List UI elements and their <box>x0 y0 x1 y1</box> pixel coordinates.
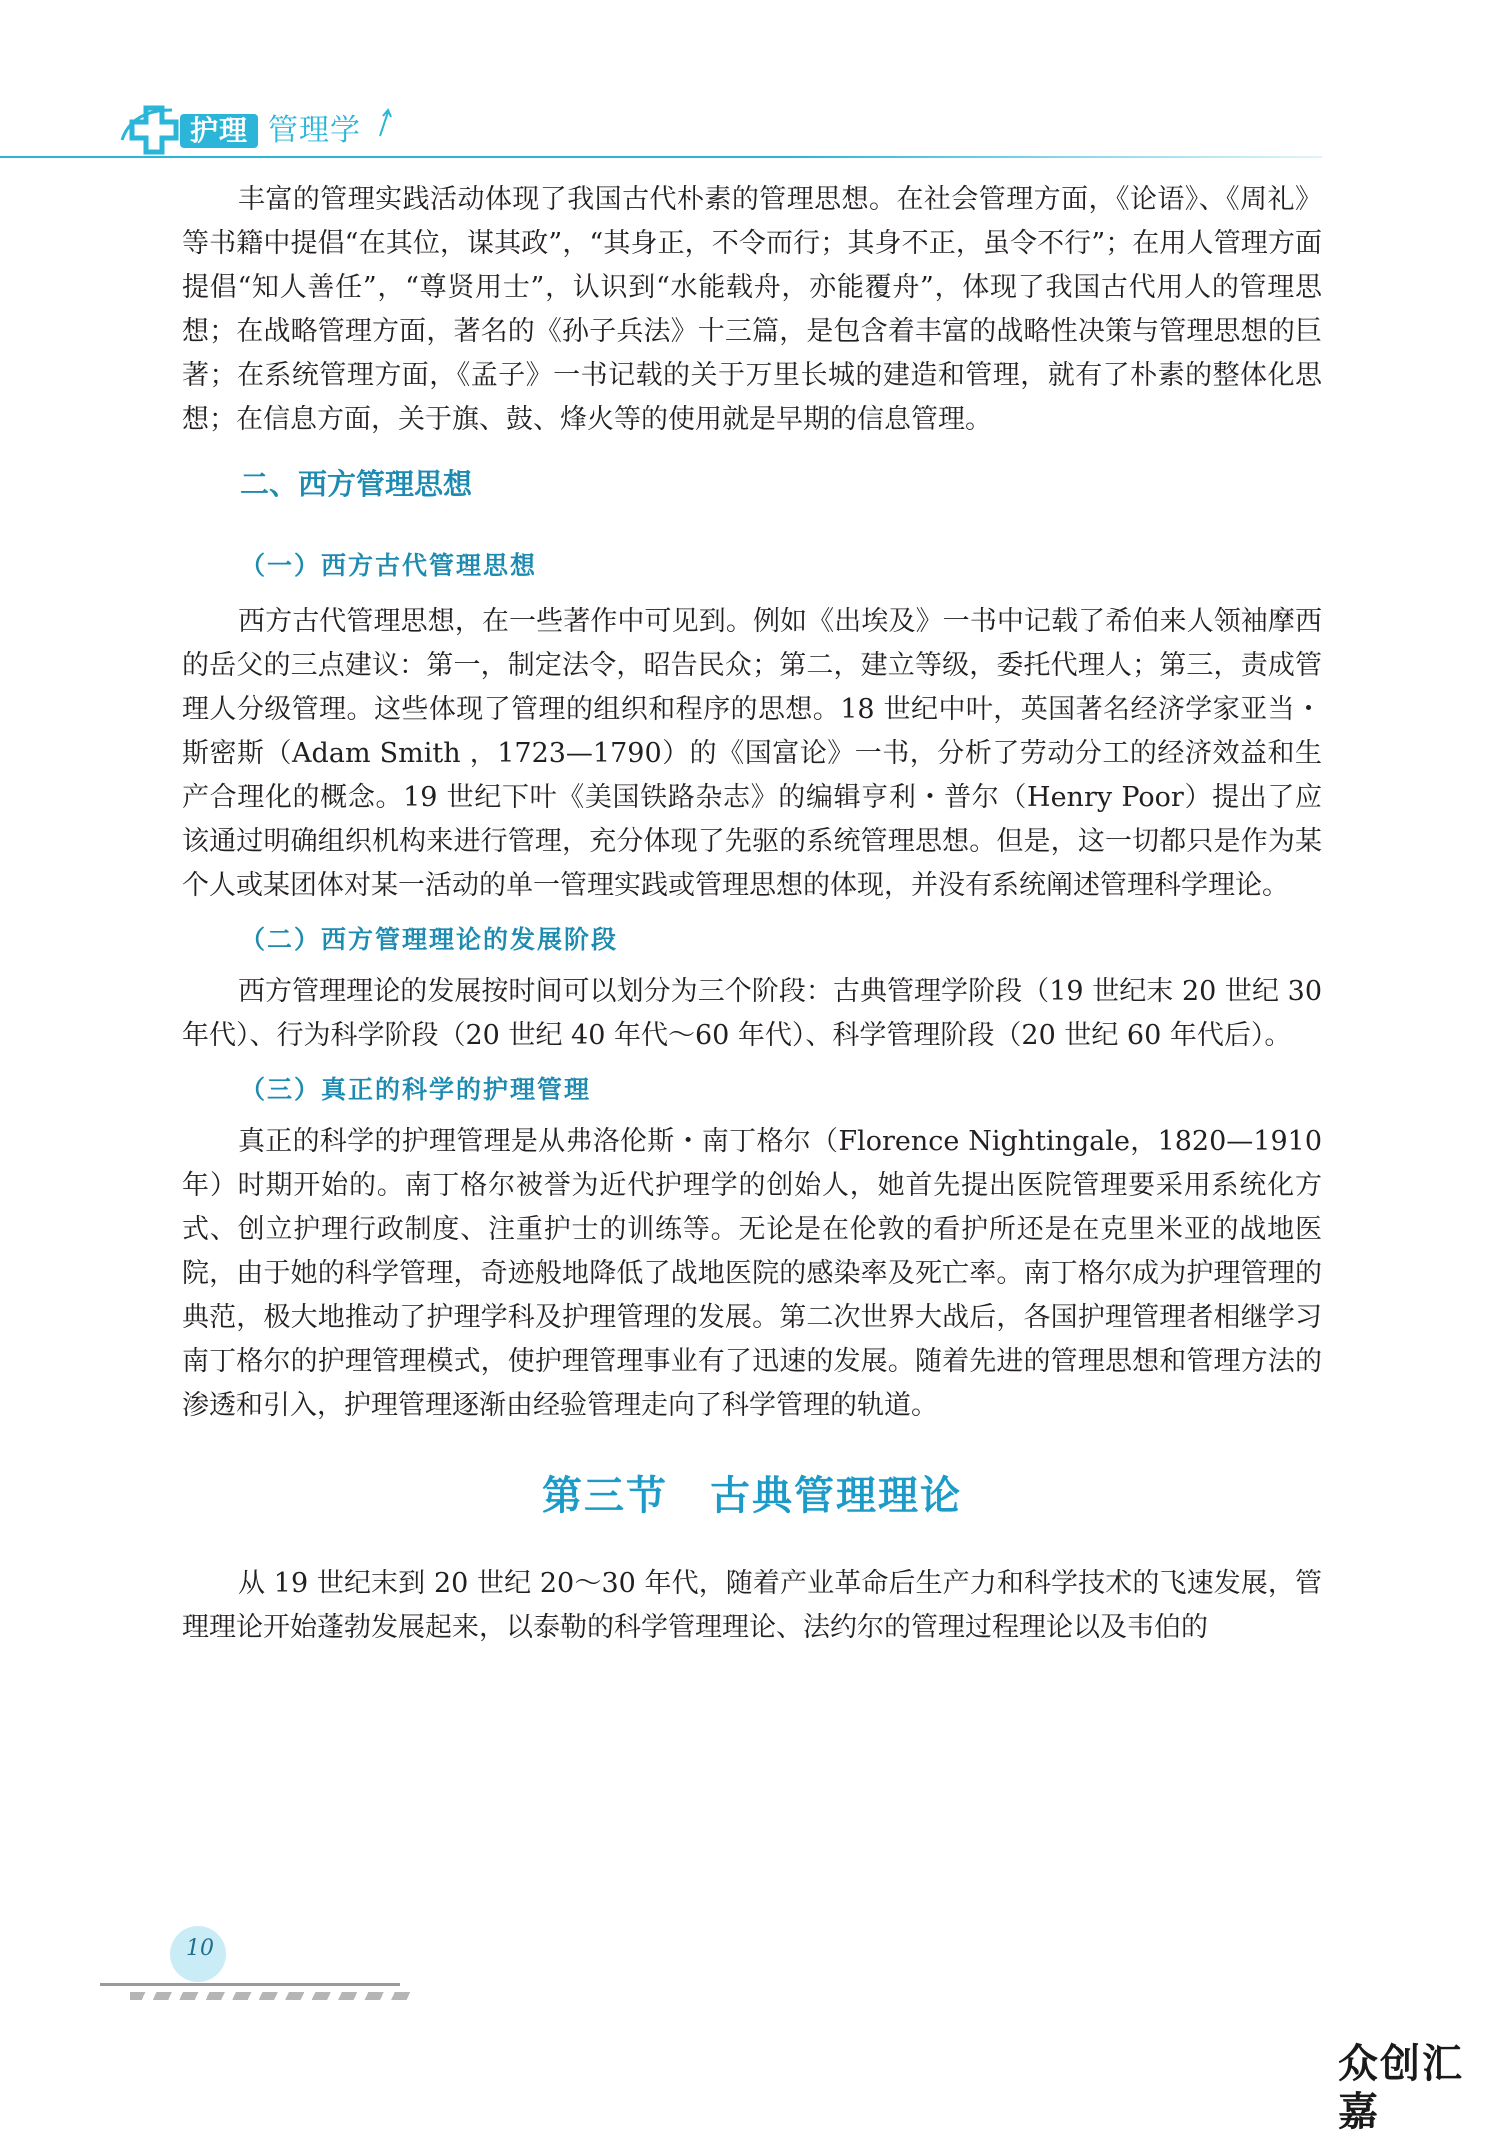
paragraph-western-stages: 西方管理理论的发展按时间可以划分为三个阶段：古典管理学阶段（19 世纪末 20 世纪 30 年代）、行为科学阶段（20 世纪 40 年代～60 年代）、科学管理阶段（20 世纪 60 年代后）。 <box>182 976 1322 1051</box>
watermark: 众创汇嘉 <box>1338 2041 1464 2135</box>
section-title: 第三节 古典管理理论 <box>542 1472 962 1519</box>
paragraph-ancient-chinese: 丰富的管理实践活动体现了我国古代朴素的管理思想。在社会管理方面，《论语》、《周礼》等书籍中提倡“在其位，谋其政”，“其身正，不令而行；其身不正，虽令不行”；在用人管理方面提倡“知人善任”，“尊贤用士”，认识到“水能载舟，亦能覆舟”，体现了我国古代用人的管理思想；在战略管理方面，著名的《孙子兵法》十三篇，是包含着丰富的战略性决策与管理思想的巨著；在系统管理方面，《孟子》一书记载的关于万里长城的建造和管理，就有了朴素的整体化思想；在信息方面，关于旗、鼓、烽火等的使用就是早期的信息管理。 <box>182 184 1322 435</box>
paragraph-western-ancient: 西方古代管理思想，在一些著作中可见到。例如《出埃及》一书中记载了希伯来人领袖摩西的岳父的三点建议：第一，制定法令，昭告民众；第二，建立等级，委托代理人；第三，责成管理人分级管理。这些体现了管理的组织和程序的思想。18 世纪中叶，英国著名经济学家亚当・斯密斯（Adam Smith ，1723—1790）的《国富论》一书，分析了劳动分工的经济效益和生产合理化的概念。19 世纪下叶《美国铁路杂志》的编辑亨利・普尔（Henry Poor）提出了应该通过明确组织机构来进行管理，充分体现了先驱的系统管理思想。但是，这一切都只是作为某个人或某团体对某一活动的单一管理实践或管理思想的体现，并没有系统阐述管理科学理论。 <box>182 606 1322 901</box>
header-rule <box>0 156 1322 158</box>
book-logo <box>118 100 398 156</box>
header-title-rest: 管理学 <box>268 113 361 148</box>
subheading-nursing-management: （三）真正的科学的护理管理 <box>240 1075 592 1104</box>
footer-dashes <box>130 1992 410 2000</box>
arrow-icon <box>376 108 394 138</box>
footer-rule <box>100 1983 400 1986</box>
paragraph-classical-theory: 从 19 世纪末到 20 世纪 20～30 年代，随着产业革命后生产力和科学技术的飞速发展，管理理论开始蓬勃发展起来，以泰勒的科学管理理论、法约尔的管理过程理论以及韦伯的 <box>182 1568 1322 1643</box>
page-content <box>182 172 1322 1650</box>
subheading-western-stages: （二）西方管理理论的发展阶段 <box>240 925 619 954</box>
page-footer <box>0 1920 1504 2020</box>
paragraph-nursing-management: 真正的科学的护理管理是从弗洛伦斯・南丁格尔（Florence Nightingale，1820—1910 年）时期开始的。南丁格尔被誉为近代护理学的创始人，她首先提出医院管理要采用系统化方式、创立护理行政制度、注重护士的训练等。无论是在伦敦的看护所还是在克里米亚的战地医院，由于她的科学管理，奇迹般地降低了战地医院的感染率及死亡率。南丁格尔成为护理管理的典范，极大地推动了护理学科及护理管理的发展。第二次世界大战后，各国护理管理者相继学习南丁格尔的护理管理模式，使护理管理事业有了迅速的发展。随着先进的管理思想和管理方法的渗透和引入，护理管理逐渐由经验管理走向了科学管理的轨道。 <box>182 1126 1322 1421</box>
page-header <box>0 0 1504 170</box>
heading-western-management: 二、西方管理思想 <box>240 467 473 501</box>
page-number: 10 <box>186 1936 214 1961</box>
header-title-highlight: 护理 <box>180 114 258 148</box>
subheading-western-ancient: （一）西方古代管理思想 <box>240 551 538 580</box>
